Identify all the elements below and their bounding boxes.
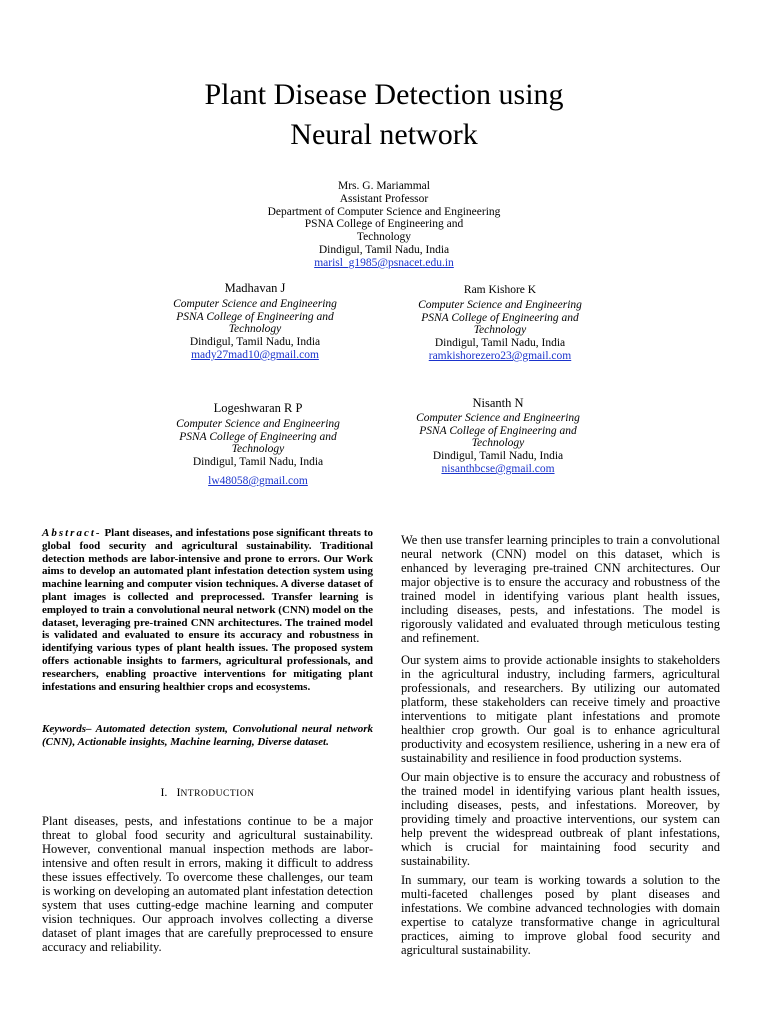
author-dept: Computer Science and Engineering <box>418 298 582 311</box>
author-email-link[interactable]: nisanthbcse@gmail.com <box>441 462 555 475</box>
author-dept: Department of Computer Science and Engineering <box>267 205 501 218</box>
author-block-2 <box>395 284 605 363</box>
author-location: Dindigul, Tamil Nadu, India <box>189 336 321 349</box>
section-title-rest: NTRODUCTION <box>180 788 255 799</box>
author-college: PSNA College of Engineering and <box>176 310 334 323</box>
author-email-link[interactable]: ramkishorezero23@gmail.com <box>428 349 572 362</box>
author-email-link[interactable]: mady27mad10@gmail.com <box>191 348 319 361</box>
body-paragraph-2: Our system aims to provide actionable insights to stakeholders in the agricultural industry, including farmers, agricultural professionals, and researchers. By utilizing our automated platform, these stakeholders can receive timely and proactive interventions to mitigate plant infestations and promote healthier crop growth. Our goal is to enhance agricultural productivity and ecosystem resilience, ushering in a new era of sustainability and resilience in food production systems. <box>401 653 720 765</box>
author-dept: Computer Science and Engineering <box>416 411 580 424</box>
author-email-link[interactable]: lw48058@gmail.com <box>208 474 308 487</box>
author-name: Mrs. G. Mariammal <box>338 180 430 192</box>
title-line-2: Neural network <box>290 118 478 151</box>
author-name: Nisanth N <box>472 396 524 410</box>
author-college: PSNA College of Engineering and <box>179 430 337 443</box>
author-block-4 <box>393 397 603 476</box>
title-line-1: Plant Disease Detection using <box>204 78 564 111</box>
author-name: Logeshwaran R P <box>213 401 303 415</box>
author-college-cont: Technology <box>231 443 285 456</box>
author-college: PSNA College of Engineering and <box>421 311 579 324</box>
author-location: Dindigul, Tamil Nadu, India <box>434 337 566 350</box>
author-name: Madhavan J <box>224 281 286 295</box>
author-location: Dindigul, Tamil Nadu, India <box>318 243 450 256</box>
author-college-cont: Technology <box>356 231 412 244</box>
body-paragraph-3: Our main objective is to ensure the accuracy and robustness of the trained model in identifying various plant health issues, including diseases, pests, and infestations. Moreover, by providing timely and proactive interventions, our system can help prevent the widespread outbreak of plant infestations, which is crucial for maintaining food security and sustainability. <box>401 770 720 868</box>
body-paragraph-4: In summary, our team is working towards a solution to the multi-faceted challenges posed by plant diseases and infestations. We combine advanced technologies with domain expertise to catalyze transformative change in agricultural practices, aiming to improve global food security and agricultural sustainability. <box>401 873 720 957</box>
author-college-cont: Technology <box>228 323 282 336</box>
section-heading-introduction <box>42 785 373 800</box>
section-title-initial: I <box>176 784 181 799</box>
author-location: Dindigul, Tamil Nadu, India <box>192 456 324 469</box>
author-college: PSNA College of Engineering and <box>304 218 464 231</box>
intro-paragraph <box>42 814 373 954</box>
author-block-faculty <box>234 180 534 270</box>
author-college-cont: Technology <box>473 324 527 337</box>
author-block-1 <box>150 282 360 362</box>
author-dept: Computer Science and Engineering <box>176 417 340 430</box>
author-role: Assistant Professor <box>339 192 429 205</box>
abstract <box>42 527 373 693</box>
author-college-cont: Technology <box>471 437 525 450</box>
body-paragraph-1: We then use transfer learning principles to train a convolutional neural network (CNN) model on this dataset, which is enhanced by leveraging pre-trained CNN architectures. Our major objective is to ensure the accuracy and robustness of the trained model in identifying various plant health issues, including diseases, pests, and infestations. The model is rigorously validated and evaluated through meticulous testing and refinement. <box>401 533 720 645</box>
keywords: Keywords– Automated detection system, Convolutional neural network (CNN), Actionable insights, Machine learning, Diverse dataset. <box>42 723 373 749</box>
abstract-text: Plant diseases, and infestations pose significant threats to global food security and agricultural sustainability. Traditional detection methods are labor-intensive and prone to errors. Our Work aims to develop an automated plant infestation detection system using machine learning and computer vision techniques. A diverse dataset of plant images is collected and preprocessed. Transfer learning is employed to train a convolutional neural network (CNN) model on the dataset, leveraging pre-trained CNN architectures. The trained model is validated and evaluated to ensure its accuracy and robustness in identifying various types of plant health issues. The proposed system offers actionable insights to farmers, agricultural professionals, and researchers, enabling proactive interventions for mitigating plant infestations and ensuring healthier crops and ecosystems. <box>42 527 373 693</box>
abstract-lead: Abstract- <box>42 527 102 539</box>
author-email-link[interactable]: marisl_g1985@psnacet.edu.in <box>314 256 454 269</box>
author-location: Dindigul, Tamil Nadu, India <box>432 450 564 463</box>
author-dept: Computer Science and Engineering <box>173 297 337 310</box>
paper-title <box>0 80 768 150</box>
intro-paragraph-text: Plant diseases, pests, and infestations continue to be a major threat to global food security and agricultural sustainability. However, conventional manual inspection methods are labor-intensive and often result in errors, making it difficult to address these issues effectively. To overcome these challenges, our team is working on developing an automated plant infestation detection system that uses cutting-edge machine learning and computer vision techniques. Our approach involves collecting a diverse dataset of plant images that are carefully preprocessed to ensure accuracy and reliability. <box>42 813 373 954</box>
right-column <box>401 533 720 957</box>
author-college: PSNA College of Engineering and <box>419 424 577 437</box>
author-block-3 <box>153 402 363 488</box>
left-column <box>42 527 373 954</box>
author-name: Ram Kishore K <box>463 284 537 296</box>
section-number: I. <box>160 784 168 799</box>
